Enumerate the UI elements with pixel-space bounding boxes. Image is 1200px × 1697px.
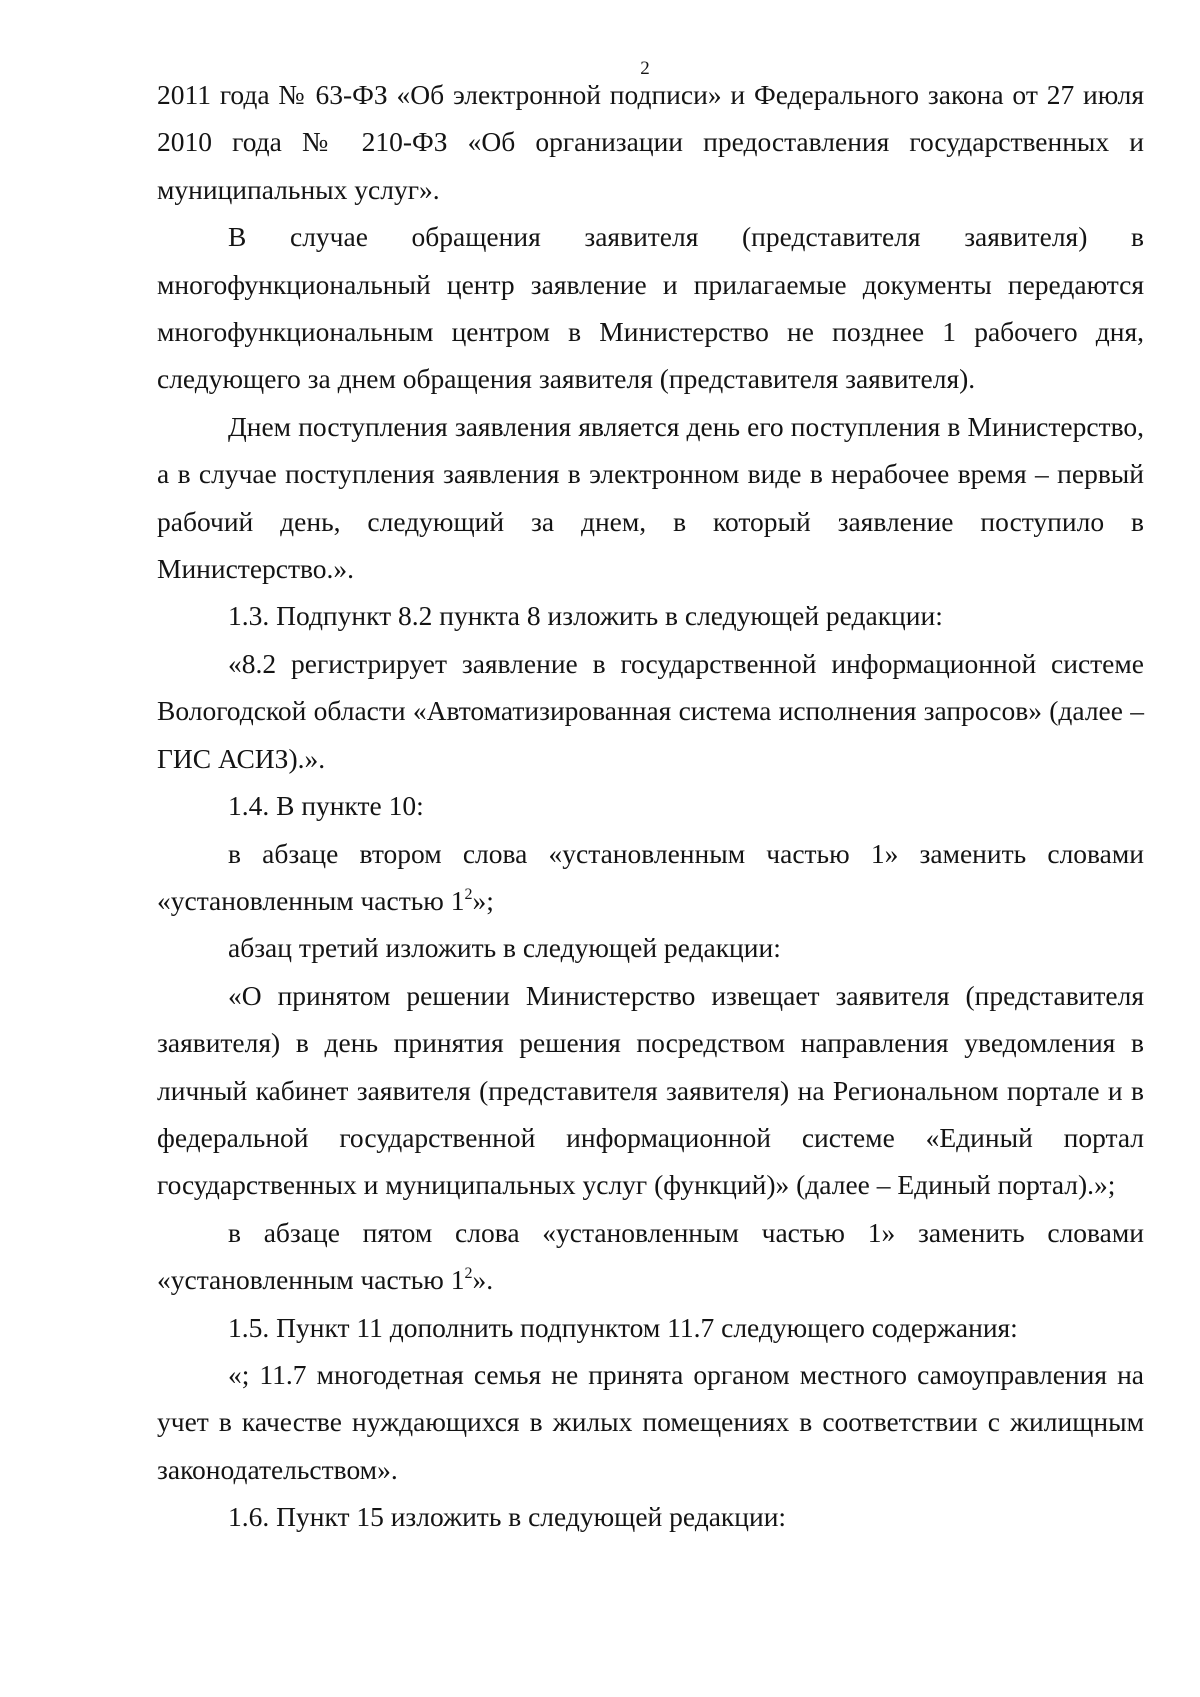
paragraph-quote-8-2: «8.2 регистрирует заявление в государственной информационной системе Вологодской области «Автоматизированная система исполнения запросов» (далее – ГИС АСИЗ).». bbox=[157, 647, 1144, 774]
paragraph-receipt-date: Днем поступления заявления является день его поступления в Министерство, а в случае поступления заявления в электронном виде в нерабочее время – первый рабочий день, следующий за днем, в который заявление поступило в Министерство.». bbox=[157, 410, 1144, 585]
paragraph-text: в абзаце втором слова «установленным частью 1» заменить словами «установленным частью 1 bbox=[157, 837, 1144, 916]
paragraph-item-1-4: 1.4. В пункте 10: bbox=[228, 790, 424, 822]
paragraph-abzac-pyatyi bbox=[157, 1209, 1144, 1304]
paragraph-tail: »; bbox=[472, 884, 494, 916]
document-body bbox=[157, 71, 1144, 1541]
page-number: 2 bbox=[640, 58, 650, 79]
paragraph-mfc-transfer: В случае обращения заявителя (представителя заявителя) в многофункциональный центр заявление и прилагаемые документы передаются многофункциональным центром в Министерство не позднее 1 рабочего дня, следующего за днем обращения заявителя (представителя заявителя). bbox=[157, 221, 1144, 395]
paragraph-item-1-5: 1.5. Пункт 11 дополнить подпунктом 11.7 следующего содержания: bbox=[228, 1311, 1018, 1343]
paragraph-item-1-6: 1.6. Пункт 15 изложить в следующей редакции: bbox=[228, 1501, 787, 1533]
paragraph-continuation: 2011 года № 63-ФЗ «Об электронной подписи» и Федерального закона от 27 июля 2010 года № 210-ФЗ «Об организации предоставления государственных и муниципальных услуг». bbox=[157, 79, 1144, 205]
superscript: 2 bbox=[464, 1265, 473, 1283]
superscript: 2 bbox=[464, 885, 473, 903]
paragraph-abzac-tretii: абзац третий изложить в следующей редакции: bbox=[228, 932, 781, 964]
paragraph-item-1-3: 1.3. Подпункт 8.2 пункта 8 изложить в следующей редакции: bbox=[228, 600, 943, 632]
paragraph-tail: ». bbox=[472, 1264, 494, 1296]
paragraph-quote-11-7: «; 11.7 многодетная семья не принята органом местного самоуправления на учет в качестве нуждающихся в жилых помещениях в соответствии с жилищным законодательством». bbox=[157, 1358, 1144, 1485]
paragraph-text: в абзаце пятом слова «установленным частью 1» заменить словами «установленным частью 1 bbox=[157, 1216, 1144, 1296]
paragraph-quote-decision: «О принятом решении Министерство извещает заявителя (представителя заявителя) в день принятия решения посредством направления уведомления в личный кабинет заявителя (представителя заявителя) на Региональном портале и в федеральной государственной информационной системе «Единый портал государственных и муниципальных услуг (функций)» (далее – Единый портал).»; bbox=[157, 979, 1144, 1201]
paragraph-abzac-vtoroi bbox=[157, 830, 1144, 925]
